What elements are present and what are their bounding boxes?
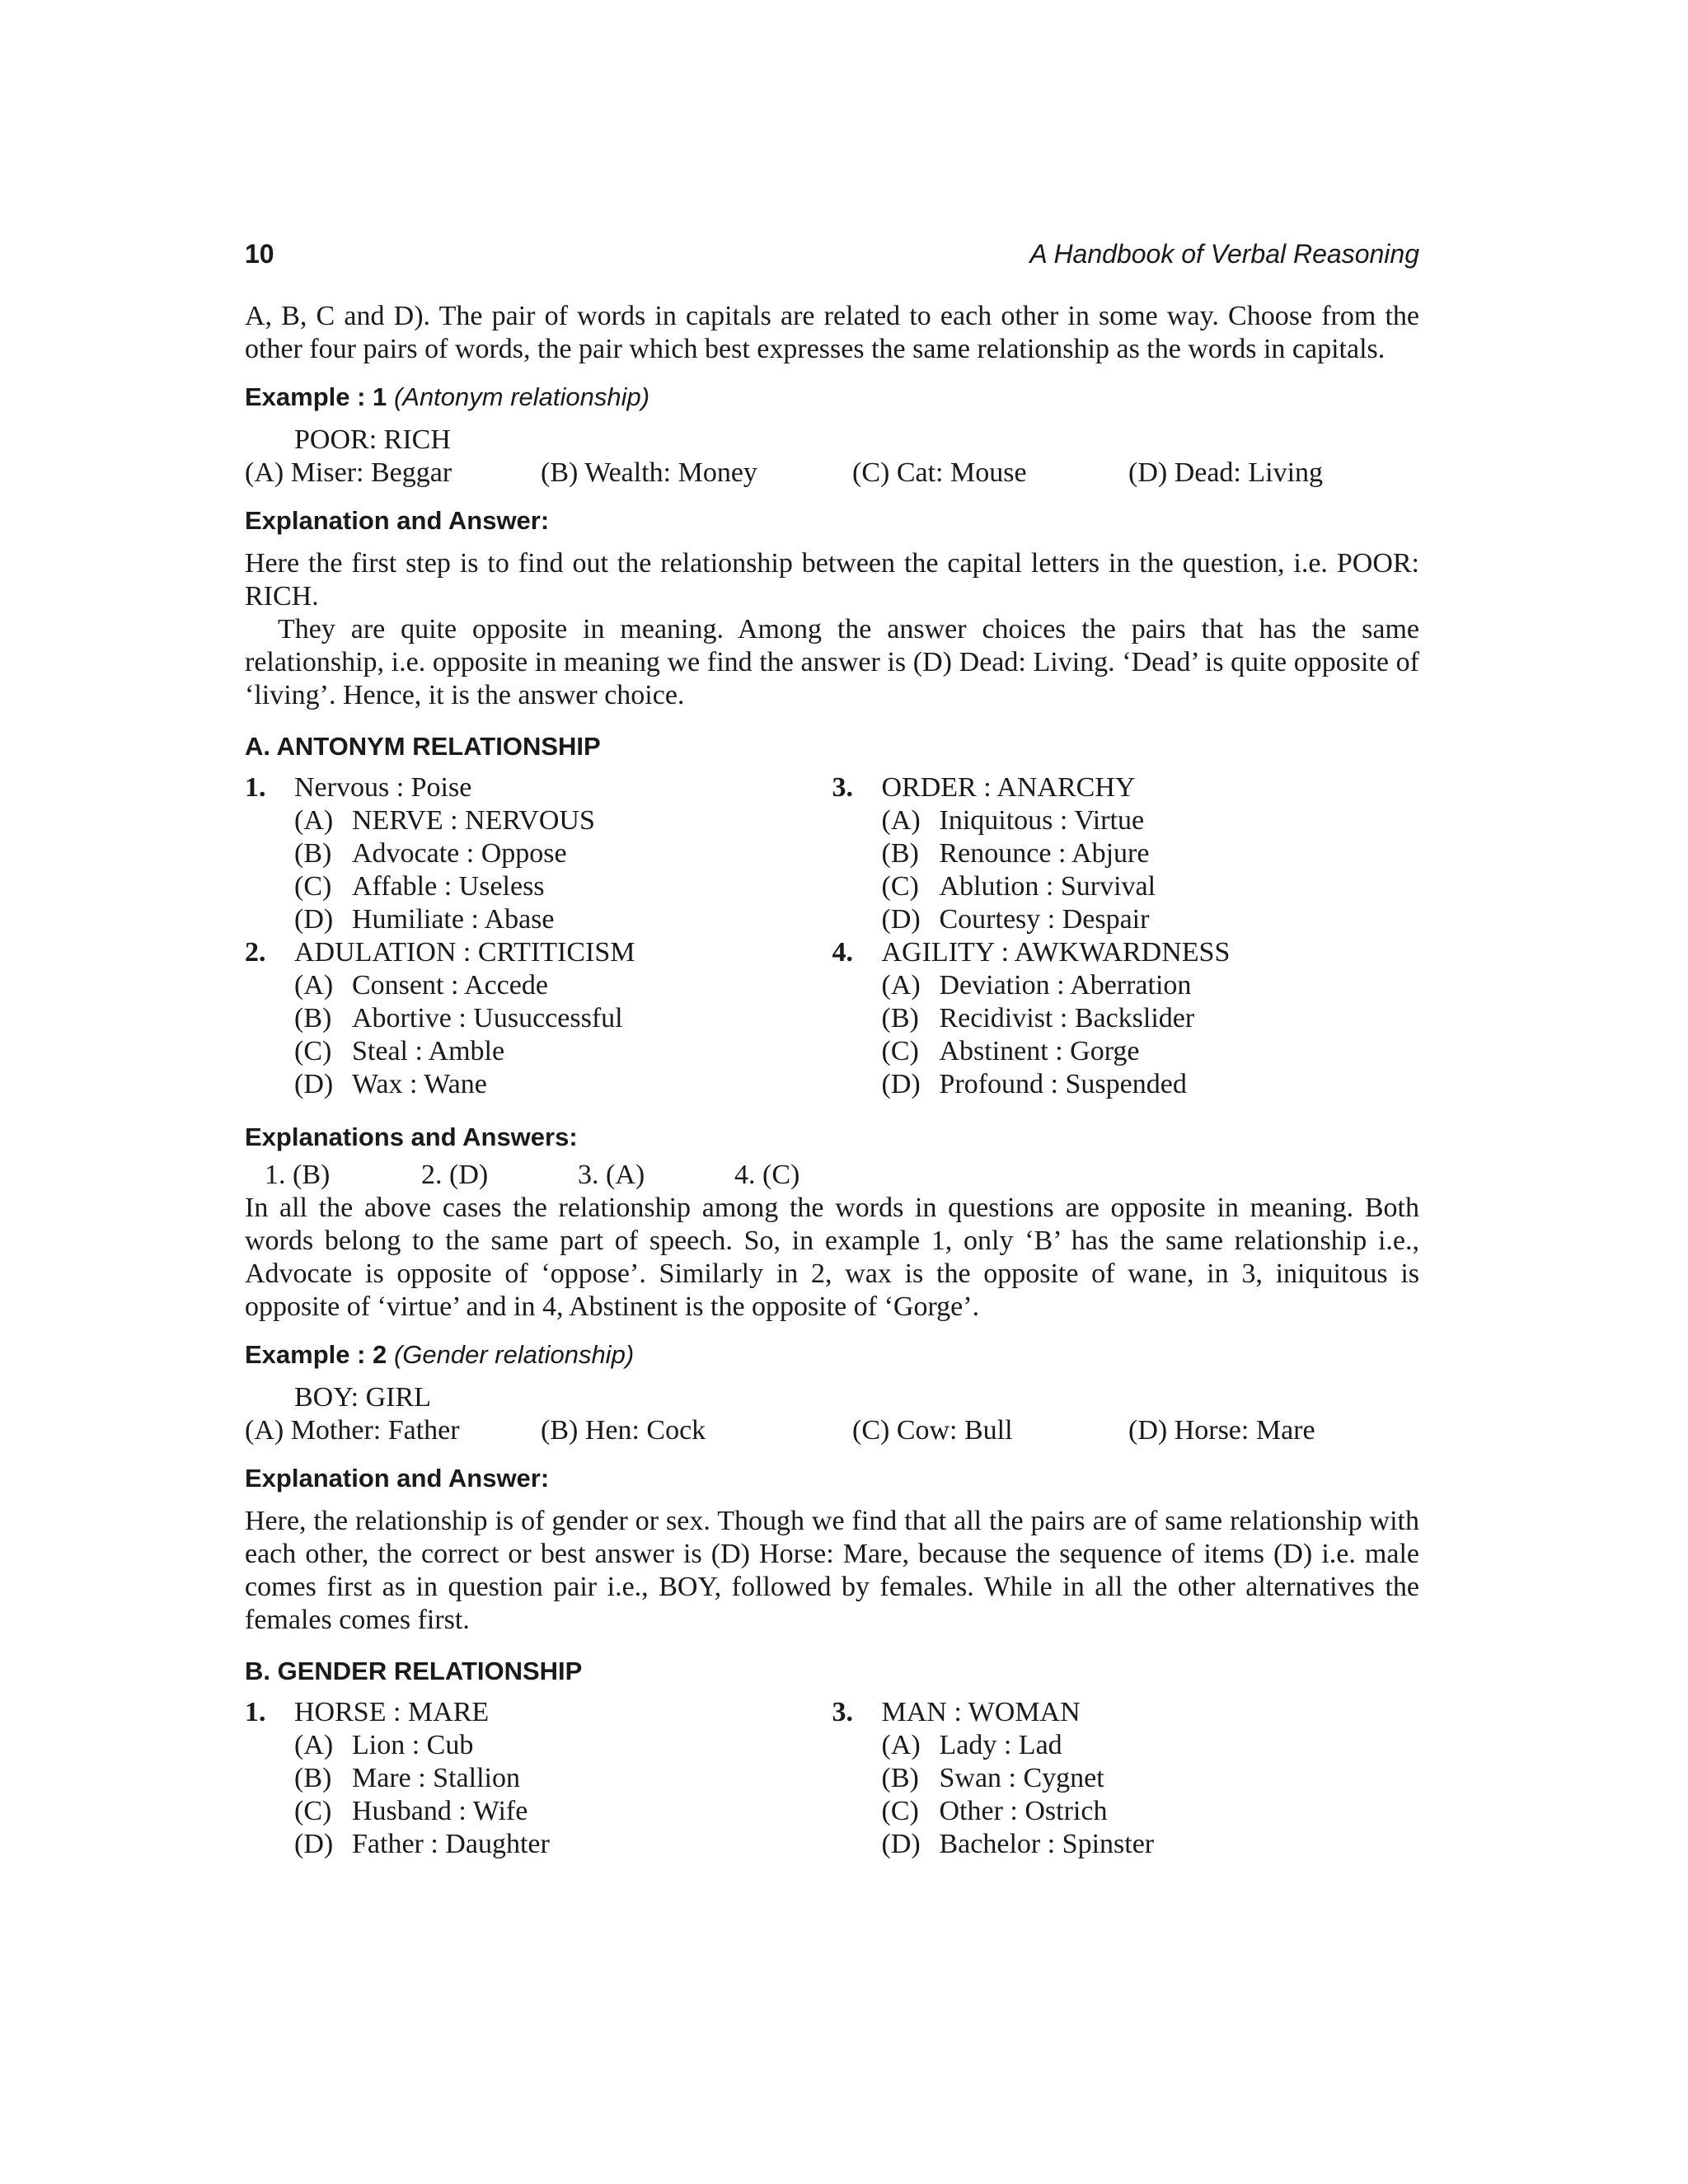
question-number: 1. (245, 1697, 266, 1727)
answer-item: 4. (C) (734, 1160, 800, 1190)
answer-option (245, 1002, 832, 1035)
section-b-right-column (832, 1696, 1420, 1861)
example2-option: (D) Horse: Mare (1128, 1415, 1315, 1446)
option-letter: (D) (294, 1069, 334, 1099)
option-text: Swan : Cygnet (939, 1763, 1104, 1793)
question-number: 4. (832, 937, 853, 968)
option-text: Abortive : Uusuccessful (352, 1003, 623, 1033)
option-text: Humiliate : Abase (352, 904, 555, 935)
question-item (832, 1696, 1420, 1729)
option-letter: (A) (294, 805, 334, 836)
section-b-title: B. GENDER RELATIONSHIP (245, 1657, 583, 1685)
question-number: 3. (832, 1697, 853, 1727)
option-letter: (C) (294, 871, 332, 902)
answer-option (832, 804, 1420, 837)
answer-option (832, 1035, 1420, 1068)
option-letter: (D) (881, 1829, 921, 1859)
answer-option (832, 1828, 1420, 1861)
answer-option (832, 1762, 1420, 1795)
option-letter: (A) (294, 970, 334, 1001)
option-text: Other : Ostrich (939, 1796, 1108, 1826)
option-text: Husband : Wife (352, 1796, 528, 1826)
question-item (832, 771, 1420, 804)
option-letter: (D) (294, 904, 334, 935)
option-text: Lion : Cub (352, 1730, 474, 1760)
section-a-title: A. ANTONYM RELATIONSHIP (245, 732, 601, 761)
example1-type: (Antonym relationship) (393, 382, 650, 411)
answer-option (245, 1729, 832, 1762)
option-text: Recidivist : Backslider (939, 1003, 1195, 1033)
section-a-answers-heading: Explanations and Answers: (245, 1122, 578, 1151)
example2-option: (C) Cow: Bull (852, 1415, 1013, 1446)
option-letter: (C) (294, 1796, 332, 1826)
option-text: Courtesy : Despair (939, 904, 1150, 935)
option-letter: (B) (881, 1003, 919, 1033)
question-text: Nervous : Poise (294, 772, 472, 803)
option-text: Wax : Wane (352, 1069, 487, 1099)
option-letter: (D) (294, 1829, 334, 1859)
example1-question: POOR: RICH (294, 424, 451, 455)
option-text: Affable : Useless (352, 871, 545, 902)
section-a-answers-text: In all the above cases the relationship among the words in questions are opposite in meaning. Both words belong to the same part of speech. So, in example 1, only ‘B’ has the same relationship i.e., Advocate is opposite of ‘oppose’. Similarly in 2, wax is the opposite of wane, in 3, iniquitous is opposite of ‘virtue’ and in 4, Abstinent is the opposite of ‘Gorge’. (245, 1193, 1419, 1322)
answer-option (245, 870, 832, 903)
option-letter: (D) (881, 1069, 921, 1099)
option-text: NERVE : NERVOUS (352, 805, 595, 836)
option-letter: (C) (294, 1036, 332, 1066)
option-letter: (B) (294, 838, 332, 869)
example1-option: (B) Wealth: Money (541, 457, 757, 488)
question-number: 2. (245, 937, 266, 968)
intro-paragraph: A, B, C and D). The pair of words in capitals are related to each other in some way. Choose from the other four pairs of words, the pair which best expresses the same relationship as the words in capitals. (245, 301, 1419, 364)
option-letter: (B) (294, 1763, 332, 1793)
example1-explanation-p1: Here the first step is to find out the relationship between the capital letters in the question, i.e. POOR: RICH. (245, 548, 1419, 612)
example1-options (245, 457, 1419, 490)
answer-option (832, 870, 1420, 903)
answer-option (245, 837, 832, 870)
option-letter: (A) (881, 805, 921, 836)
option-text: Consent : Accede (352, 970, 548, 1001)
option-text: Profound : Suspended (939, 1069, 1187, 1099)
answer-option (832, 1002, 1420, 1035)
option-text: Ablution : Survival (939, 871, 1156, 902)
example1-option: (A) Miser: Beggar (245, 457, 452, 488)
option-text: Bachelor : Spinster (939, 1829, 1155, 1859)
option-letter: (D) (881, 904, 921, 935)
option-letter: (B) (881, 1763, 919, 1793)
option-text: Deviation : Aberration (939, 970, 1192, 1001)
example2-type: (Gender relationship) (393, 1340, 635, 1369)
answer-item: 3. (A) (578, 1160, 645, 1190)
option-text: Steal : Amble (352, 1036, 505, 1066)
answer-option (832, 1729, 1420, 1762)
answer-item: 2. (D) (421, 1160, 489, 1190)
question-item (832, 936, 1420, 969)
question-text: ORDER : ANARCHY (881, 772, 1136, 803)
example1-option: (C) Cat: Mouse (852, 457, 1027, 488)
document-page (245, 239, 1419, 1861)
section-a-answer-key (245, 1159, 1419, 1192)
answer-option (245, 903, 832, 936)
option-letter: (A) (881, 970, 921, 1001)
answer-option (832, 1795, 1420, 1828)
example2-option: (B) Hen: Cock (541, 1415, 706, 1446)
example2-options (245, 1414, 1419, 1447)
option-text: Renounce : Abjure (939, 838, 1150, 869)
page-number: 10 (245, 239, 274, 269)
question-text: MAN : WOMAN (881, 1697, 1081, 1727)
answer-option (245, 1068, 832, 1101)
answer-option (832, 1068, 1420, 1101)
example2-explanation-p1: Here, the relationship is of gender or sex. Though we find that all the pairs are of same relationship with each other, the correct or best answer is (D) Horse: Mare, because the sequence of items (D) i.e. male comes first as in question pair i.e., BOY, followed by females. While in all the other alternatives the females comes first. (245, 1506, 1419, 1635)
question-text: HORSE : MARE (294, 1697, 490, 1727)
option-letter: (C) (881, 1036, 919, 1066)
option-letter: (C) (881, 871, 919, 902)
example1-explanation-p2: They are quite opposite in meaning. Among the answer choices the pairs that has the same relationship, i.e. opposite in meaning we find the answer is (D) Dead: Living. ‘Dead’ is quite opposite of ‘living’. Hence, it is the answer choice. (245, 614, 1419, 710)
question-item (245, 936, 832, 969)
book-title: A Handbook of Verbal Reasoning (1029, 239, 1419, 269)
page-header (245, 239, 1419, 280)
example2-question: BOY: GIRL (294, 1382, 431, 1413)
option-letter: (C) (881, 1796, 919, 1826)
option-letter: (B) (881, 838, 919, 869)
answer-option (245, 1828, 832, 1861)
answer-item: 1. (B) (265, 1160, 331, 1190)
question-text: ADULATION : CRTITICISM (294, 937, 635, 968)
section-a-left-column (245, 771, 832, 1101)
answer-option (832, 903, 1420, 936)
option-letter: (B) (294, 1003, 332, 1033)
question-item (245, 771, 832, 804)
example1-label: Example : 1 (245, 382, 387, 411)
option-letter: (A) (881, 1730, 921, 1760)
option-text: Father : Daughter (352, 1829, 550, 1859)
section-b-left-column (245, 1696, 832, 1861)
question-number: 3. (832, 772, 853, 803)
example1-option: (D) Dead: Living (1128, 457, 1324, 488)
answer-option (245, 1795, 832, 1828)
answer-option (245, 1035, 832, 1068)
section-a-right-column (832, 771, 1420, 1101)
example1-explanation-heading: Explanation and Answer: (245, 506, 550, 535)
option-text: Lady : Lad (939, 1730, 1062, 1760)
answer-option (832, 837, 1420, 870)
answer-option (245, 1762, 832, 1795)
option-letter: (A) (294, 1730, 334, 1760)
question-item (245, 1696, 832, 1729)
answer-option (245, 969, 832, 1002)
option-text: Abstinent : Gorge (939, 1036, 1140, 1066)
answer-option (832, 969, 1420, 1002)
option-text: Iniquitous : Virtue (939, 805, 1145, 836)
example2-option: (A) Mother: Father (245, 1415, 460, 1446)
example1-heading (245, 381, 1419, 414)
option-text: Advocate : Oppose (352, 838, 567, 869)
example2-label: Example : 2 (245, 1340, 387, 1369)
example2-heading (245, 1338, 1419, 1371)
answer-option (245, 804, 832, 837)
example2-explanation-heading: Explanation and Answer: (245, 1464, 550, 1493)
section-a-questions (245, 771, 1419, 1101)
question-text: AGILITY : AWKWARDNESS (881, 937, 1231, 968)
section-b-questions (245, 1696, 1419, 1861)
question-number: 1. (245, 772, 266, 803)
option-text: Mare : Stallion (352, 1763, 520, 1793)
